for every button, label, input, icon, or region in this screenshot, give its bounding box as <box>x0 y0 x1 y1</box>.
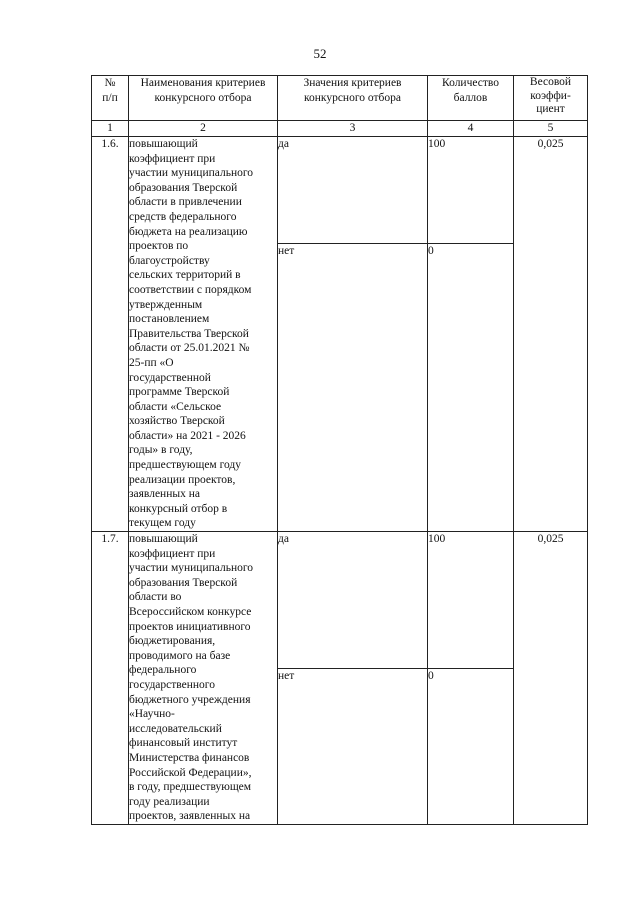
criterion-line: конкурсный отбор в <box>129 502 228 515</box>
criterion-line: области от 25.01.2021 № <box>129 342 250 355</box>
header-criterion-values-line-1: Значения критериев <box>303 77 402 89</box>
header-number-line-2: п/п <box>102 91 118 104</box>
criterion-line: году реализации <box>129 795 210 808</box>
criterion-line: области в привлечении <box>129 196 242 209</box>
criterion-line: текущем году <box>129 517 196 530</box>
points-value: 100 <box>428 532 514 669</box>
points-value: 0 <box>428 244 514 532</box>
column-number: 1 <box>92 121 129 137</box>
table-row <box>92 137 588 244</box>
header-number <box>92 76 129 121</box>
criterion-line: проектов, заявленных на <box>129 810 251 823</box>
criterion-value: нет <box>278 669 428 825</box>
criterion-value: да <box>278 137 428 244</box>
criterion-value: да <box>278 532 428 669</box>
criterion-line: заявленных на <box>129 488 200 501</box>
header-criterion-values-line-2: конкурсного отбора <box>304 91 401 104</box>
criterion-line: реализации проектов, <box>129 473 236 486</box>
criterion-line: области «Сельское <box>129 400 222 413</box>
table-row <box>92 532 588 669</box>
row-number: 1.7. <box>92 532 129 825</box>
row-number: 1.6. <box>92 137 129 532</box>
criterion-line: финансовый институт <box>129 737 238 750</box>
criterion-line: повышающий <box>129 533 198 546</box>
criterion-line: бюджетного учреждения <box>129 693 251 706</box>
criterion-line: коэффициент при <box>129 152 216 165</box>
criterion-line: бюджета на реализацию <box>129 225 248 238</box>
criterion-line: образования Тверской <box>129 576 238 589</box>
criterion-line: образования Тверской <box>129 181 238 194</box>
criterion-line: программе Тверской <box>129 386 230 399</box>
header-criterion-name-line-1: Наименования критериев <box>140 77 266 89</box>
points-value: 0 <box>428 669 514 825</box>
column-number: 2 <box>129 121 278 137</box>
criterion-line: коэффициент при <box>129 547 216 560</box>
criterion-name <box>129 137 278 532</box>
criterion-line: в году, предшествующем <box>129 781 252 794</box>
criteria-table <box>91 75 588 825</box>
criterion-line: бюджетирования, <box>129 635 216 648</box>
criterion-line: проектов по <box>129 240 189 253</box>
page-number: 52 <box>313 46 327 61</box>
criterion-line: Правительства Тверской <box>129 327 249 340</box>
criterion-line: области во <box>129 591 182 604</box>
criterion-line: государственного <box>129 678 215 691</box>
header-points-line-1: Количество <box>442 77 499 89</box>
column-number: 3 <box>278 121 428 137</box>
criterion-line: соответствии с порядком <box>129 283 252 296</box>
header-weight-line-1: Весовой <box>529 76 572 88</box>
criterion-line: хозяйство Тверской <box>129 415 225 428</box>
table-header-row <box>92 76 588 121</box>
criterion-line: благоустройству <box>129 254 210 267</box>
header-weight-line-2: коэффи- <box>530 89 571 102</box>
weight-coefficient: 0,025 <box>514 137 588 532</box>
header-points-line-2: баллов <box>453 91 488 104</box>
criterion-line: средств федерального <box>129 210 237 223</box>
header-points <box>428 76 514 121</box>
criterion-line: Российской Федерации», <box>129 766 252 779</box>
criterion-line: сельских территорий в <box>129 269 241 282</box>
criterion-line: области» на 2021 - 2026 <box>129 429 246 442</box>
header-criterion-name-line-2: конкурсного отбора <box>154 91 252 104</box>
criterion-line: «Научно- <box>129 708 175 721</box>
criterion-line: постановлением <box>129 313 210 326</box>
header-weight-coefficient <box>514 76 588 121</box>
criterion-line: предшествующем году <box>129 459 242 472</box>
criterion-value: нет <box>278 244 428 532</box>
criterion-line: 25-пп «О <box>129 356 174 369</box>
points-value: 100 <box>428 137 514 244</box>
criterion-line: проектов инициативного <box>129 620 251 633</box>
header-number-line-1: № <box>104 77 116 89</box>
header-weight-line-3: циент <box>536 103 565 115</box>
column-numbers-row <box>92 121 588 137</box>
header-criterion-name <box>129 76 278 121</box>
criterion-line: участии муниципального <box>129 562 254 575</box>
criterion-line: государственной <box>129 371 211 384</box>
column-number: 5 <box>514 121 588 137</box>
weight-coefficient: 0,025 <box>514 532 588 825</box>
criterion-line: участии муниципального <box>129 167 254 180</box>
criterion-line: утвержденным <box>129 298 203 311</box>
criterion-line: годы» в году, <box>129 444 193 457</box>
criterion-line: проводимого на базе <box>129 649 231 662</box>
criterion-line: Всероссийском конкурсе <box>129 606 252 618</box>
criterion-name <box>129 532 278 825</box>
criterion-line: исследовательский <box>129 722 222 735</box>
criterion-line: федерального <box>129 664 197 677</box>
criterion-line: Министерства финансов <box>129 751 250 764</box>
header-criterion-values <box>278 76 428 121</box>
column-number: 4 <box>428 121 514 137</box>
criterion-line: повышающий <box>129 138 198 150</box>
